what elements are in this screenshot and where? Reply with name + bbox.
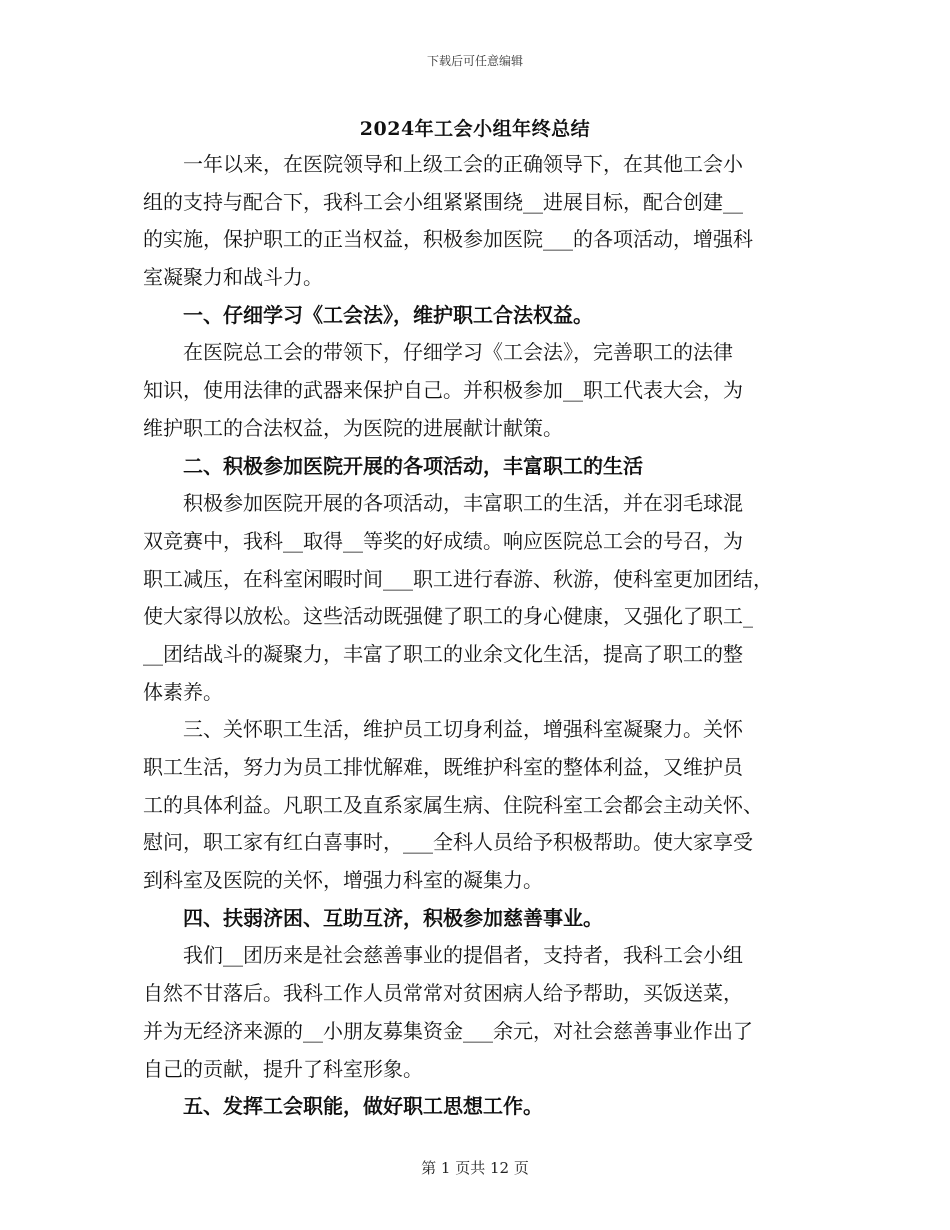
text-line: 双竞赛中，我科__取得__等奖的好成绩。响应医院总工会的号召，为 — [143, 528, 743, 553]
text-line: 职工生活，努力为员工排忧解难，既维护科室的整体利益，又维护员 — [143, 755, 743, 779]
document-title: 2024年工会小组年终总结 — [359, 118, 591, 140]
text-line: 室凝聚力和战斗力。 — [143, 265, 323, 290]
text-line: 三、关怀职工生活，维护员工切身利益，增强科室凝聚力。关怀 — [143, 717, 743, 742]
text-line: 在医院总工会的带领下，仔细学习《工会法》，完善职工的法律 — [143, 340, 733, 365]
text-line: 到科室及医院的关怀，增强力科室的凝集力。 — [143, 868, 543, 893]
text-line: 慰问，职工家有红白喜事时，___全科人员给予积极帮助。使大家享受 — [143, 830, 753, 855]
text-line: 工的具体利益。凡职工及直系家属生病、住院科室工会都会主动关怀、 — [143, 792, 763, 817]
text-line: 并为无经济来源的__小朋友募集资金___余元，对社会慈善事业作出了 — [143, 1018, 753, 1043]
text-line: 自然不甘落后。我科工作人员常常对贫困病人给予帮助，买饭送菜， — [143, 981, 743, 1006]
section-heading: 二、积极参加医院开展的各项活动，丰富职工的生活 — [143, 453, 643, 478]
text-line: 我们__团历来是社会慈善事业的提倡者，支持者，我科工会小组 — [143, 943, 743, 968]
text-line: 一年以来，在医院领导和上级工会的正确领导下，在其他工会小 — [143, 152, 743, 176]
section-heading: 四、扶弱济困、互助互济，积极参加慈善事业。 — [143, 905, 603, 930]
text-line: 组的支持与配合下，我科工会小组紧紧围绕__进展目标，配合创建__ — [143, 189, 743, 214]
text-line: 职工减压，在科室闲暇时间___职工进行春游、秋游，使科室更加团结， — [143, 566, 773, 591]
section-heading: 五、发挥工会职能，做好职工思想工作。 — [143, 1094, 543, 1119]
page-footer: 第 1 页共 12 页 — [421, 1159, 529, 1177]
text-line: 维护职工的合法权益，为医院的进展献计献策。 — [143, 415, 563, 440]
text-line: 自己的贡献，提升了科室形象。 — [143, 1056, 423, 1081]
header-note: 下载后可任意编辑 — [426, 54, 523, 68]
text-line: 知识，使用法律的武器来保护自己。并积极参加__职工代表大会，为 — [143, 378, 743, 403]
text-line: 体素养。 — [143, 679, 223, 704]
document-body — [143, 146, 815, 1126]
section-heading: 一、仔细学习《工会法》，维护职工合法权益。 — [143, 302, 593, 327]
text-line: 使大家得以放松。这些活动既强健了职工的身心健康，又强化了职工_ — [143, 604, 753, 629]
text-line: 的实施，保护职工的正当权益，积极参加医院___的各项活动，增强科 — [143, 227, 753, 252]
text-line: __团结战斗的凝聚力，丰富了职工的业余文化生活，提高了职工的整 — [143, 641, 743, 666]
text-line: 积极参加医院开展的各项活动，丰富职工的生活，并在羽毛球混 — [143, 491, 743, 516]
